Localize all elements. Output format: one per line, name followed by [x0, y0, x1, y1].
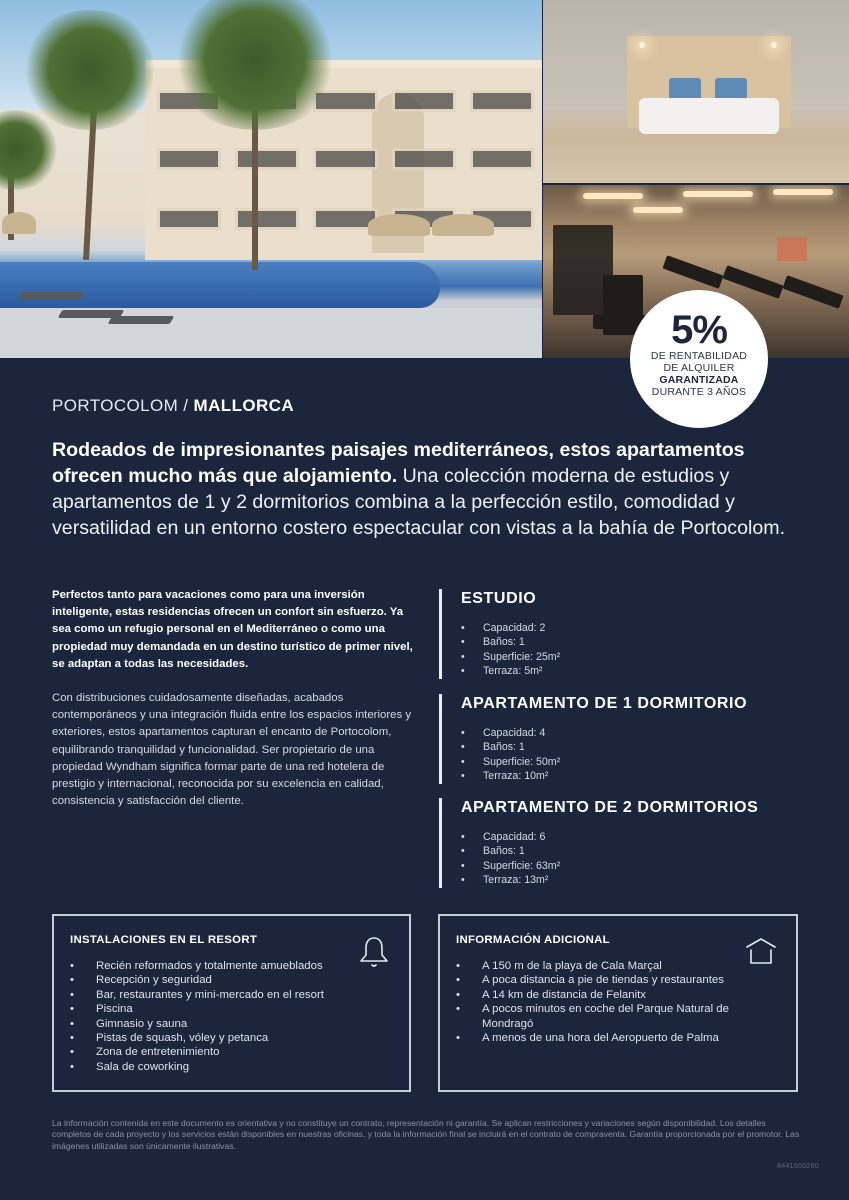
- resort-facilities-box: [52, 914, 411, 1092]
- badge-line-3: GARANTIZADA: [659, 374, 739, 386]
- spec-item: • Baños: 1: [461, 845, 525, 858]
- location-separator: /: [178, 396, 194, 415]
- facility-item: • Gimnasio y sauna: [70, 1017, 188, 1030]
- bell-icon: [357, 934, 391, 968]
- unit-studio: [439, 589, 809, 679]
- unit-specs: [461, 621, 809, 679]
- facility-item: • Sala de coworking: [70, 1060, 190, 1073]
- unit-title: APARTAMENTO DE 2 DORMITORIOS: [461, 799, 759, 816]
- info-item: • A 150 m de la playa de Cala Marçal: [456, 960, 662, 972]
- facility-item: • Pistas de squash, vóley y petanca: [70, 1032, 269, 1045]
- badge-line-1: DE RENTABILIDAD: [650, 350, 748, 362]
- spec-item: • Superficie: 25m²: [461, 650, 561, 663]
- badge-line-4: DURANTE 3 AÑOS: [651, 386, 747, 398]
- facility-item: • Piscina: [70, 1003, 133, 1016]
- facilities-list: [70, 959, 393, 1074]
- legal-disclaimer: La información contenida en este documento es orientativa y no constituye un contrato, representación ni garantía. Se aplican restricciones y variaciones según disponibilidad. Los detalles completos de cada proyecto y los servicios están disponibles en nuestras oficinas, y toda la información final se incluirá en el contrato de compraventa. Garantía proporcionada por el promotor. Las imágenes utilizadas son únicamente ilustrativas.: [52, 1118, 800, 1151]
- unit-title: APARTAMENTO DE 1 DORMITORIO: [461, 695, 748, 712]
- lead-bold: Rodeados de impresionantes paisajes mediterráneos, estos apartamentos ofrecen mucho más que alojamiento.: [52, 439, 745, 487]
- intro-bold-paragraph: Perfectos tanto para vacaciones como para una inversión inteligente, estas residencias ofrecen un confort sin esfuerzo. Ya sea como un refugio personal en el Mediterráneo o como una propiedad muy demandada en un destino turístico de primer nivel, se adaptan a todas las necesidades.: [52, 589, 413, 670]
- additional-info-box: [438, 914, 798, 1092]
- spec-item: • Terraza: 10m²: [461, 770, 549, 783]
- spec-item: • Superficie: 50m²: [461, 755, 561, 768]
- location-town: PORTOCOLOM: [52, 396, 179, 415]
- facility-item: • Recién reformados y totalmente amueblados: [70, 960, 323, 972]
- guaranteed-return-badge: [630, 290, 768, 428]
- house-icon: [744, 934, 778, 968]
- lead-regular: Una colección moderna de estudios y apartamentos de 1 y 2 dormitorios combina a la perfección estilo, comodidad y versatilidad en un entorno costero espectacular con vistas a la bahía de Portocolom.: [52, 465, 786, 539]
- unit-specs: [461, 726, 809, 784]
- spec-item: • Capacidad: 2: [461, 622, 546, 634]
- pool-shape: [0, 262, 440, 308]
- unit-1-bedroom: [439, 694, 809, 784]
- spec-item: • Superficie: 63m²: [461, 859, 561, 872]
- intro-regular-paragraph: Con distribuciones cuidadosamente diseñadas, acabados contemporáneos y una integración fluida entre los espacios interiores y exteriores, estos apartamentos capturan el encanto de Portocolom, equilibrando tranquilidad y funcionalidad. Ser propietario de una propiedad Wyndham significa formar parte de una red hotelera de prestigio y internacional, reconocida por su excelencia en calidad, consistencia y satisfacción del cliente.: [52, 692, 412, 808]
- facility-item: • Recepción y seguridad: [70, 974, 212, 987]
- spec-item: • Baños: 1: [461, 636, 525, 649]
- spec-item: • Terraza: 5m²: [461, 665, 543, 678]
- facility-item: • Bar, restaurantes y mini-mercado en el resort: [70, 988, 324, 1001]
- intro-column: [52, 587, 414, 810]
- additional-info-list: [456, 959, 780, 1045]
- location-heading: [52, 396, 294, 416]
- bedroom-photo: [543, 0, 849, 183]
- badge-line-2: DE ALQUILER: [663, 362, 735, 374]
- document-code: 8441500260: [777, 1163, 819, 1170]
- spec-item: • Terraza: 13m²: [461, 874, 549, 887]
- info-item: • A poca distancia a pie de tiendas y restaurantes: [456, 974, 724, 987]
- info-item: • A 14 km de distancia de Felanitx: [456, 988, 646, 1001]
- resort-pool-photo: [0, 0, 542, 358]
- info-item: • A pocos minutos en coche del Parque Natural de Mondragó: [456, 1003, 729, 1030]
- info-item: • A menos de una hora del Aeropuerto de Palma: [456, 1032, 719, 1045]
- unit-specs: [461, 830, 809, 888]
- spec-item: • Capacidad: 6: [461, 831, 546, 843]
- unit-title: ESTUDIO: [461, 590, 537, 607]
- spec-item: • Baños: 1: [461, 741, 525, 754]
- location-region: MALLORCA: [193, 396, 295, 415]
- additional-info-title: INFORMACIÓN ADICIONAL: [456, 934, 610, 946]
- lead-paragraph: [52, 437, 812, 541]
- unit-2-bedroom: [439, 798, 809, 888]
- facilities-title: INSTALACIONES EN EL RESORT: [70, 934, 258, 946]
- facility-item: • Zona de entretenimiento: [70, 1046, 220, 1059]
- return-percentage: 5%: [671, 308, 727, 352]
- spec-item: • Capacidad: 4: [461, 727, 546, 739]
